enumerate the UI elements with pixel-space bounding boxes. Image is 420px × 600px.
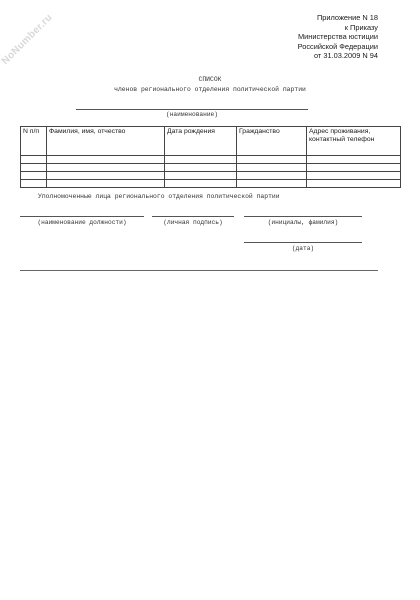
col-header-full-name: Фамилия, имя, отчество [47,127,165,156]
signature-hint: (личная подпись) [163,219,223,226]
col-header-address-phone: Адрес проживания, контактный телефон [307,127,401,156]
table-row [21,180,401,188]
table-row [21,172,401,180]
col-header-number: N п/п [21,127,47,156]
appendix-number: Приложение N 18 [316,13,378,22]
watermark: NoNumber.ru [0,12,55,67]
table-row [21,156,401,164]
table-cell[interactable] [165,156,237,164]
table-cell[interactable] [47,164,165,172]
order-date: от 31.03.2009 N 94 [313,51,378,61]
name-hint: (наименование) [166,111,218,118]
table-cell[interactable] [307,164,401,172]
initials-fill-line [244,216,362,217]
table-row [21,164,401,172]
table-cell[interactable] [21,180,47,188]
table-cell[interactable] [237,164,307,172]
bottom-divider [20,270,378,271]
name-fill-line [76,109,308,110]
position-hint: (наименование должности) [37,219,127,226]
table-cell[interactable] [237,156,307,164]
table-cell[interactable] [47,156,165,164]
document-subtitle: членов регионального отделения политической партии [114,86,306,93]
table-cell[interactable] [21,172,47,180]
position-fill-line [20,216,144,217]
order-reference: к Приказу [344,22,378,32]
date-hint: (дата) [291,245,315,252]
members-table [20,126,401,188]
table-cell[interactable] [21,164,47,172]
table-cell[interactable] [165,180,237,188]
table-cell[interactable] [165,164,237,172]
authorized-persons-title: Уполномоченные лица регионального отделения политической партии [38,193,280,200]
initials-hint: (инициалы, фамилия) [267,219,339,226]
appendix-header [298,13,378,61]
table-cell[interactable] [307,180,401,188]
table-cell[interactable] [21,156,47,164]
table-header-row [21,127,401,156]
table-cell[interactable] [307,156,401,164]
table-cell[interactable] [47,172,165,180]
ministry-name: Министерства юстиции [297,32,378,42]
table-cell[interactable] [237,180,307,188]
table-cell[interactable] [307,172,401,180]
signature-fill-line [152,216,234,217]
document-title: СПИСОК [198,76,222,83]
table-cell[interactable] [165,172,237,180]
table-cell[interactable] [237,172,307,180]
date-fill-line [244,242,362,243]
country-name: Российской Федерации [297,41,378,51]
col-header-citizenship: Гражданство [237,127,307,156]
table-cell[interactable] [47,180,165,188]
col-header-birth-date: Дата рождения [165,127,237,156]
